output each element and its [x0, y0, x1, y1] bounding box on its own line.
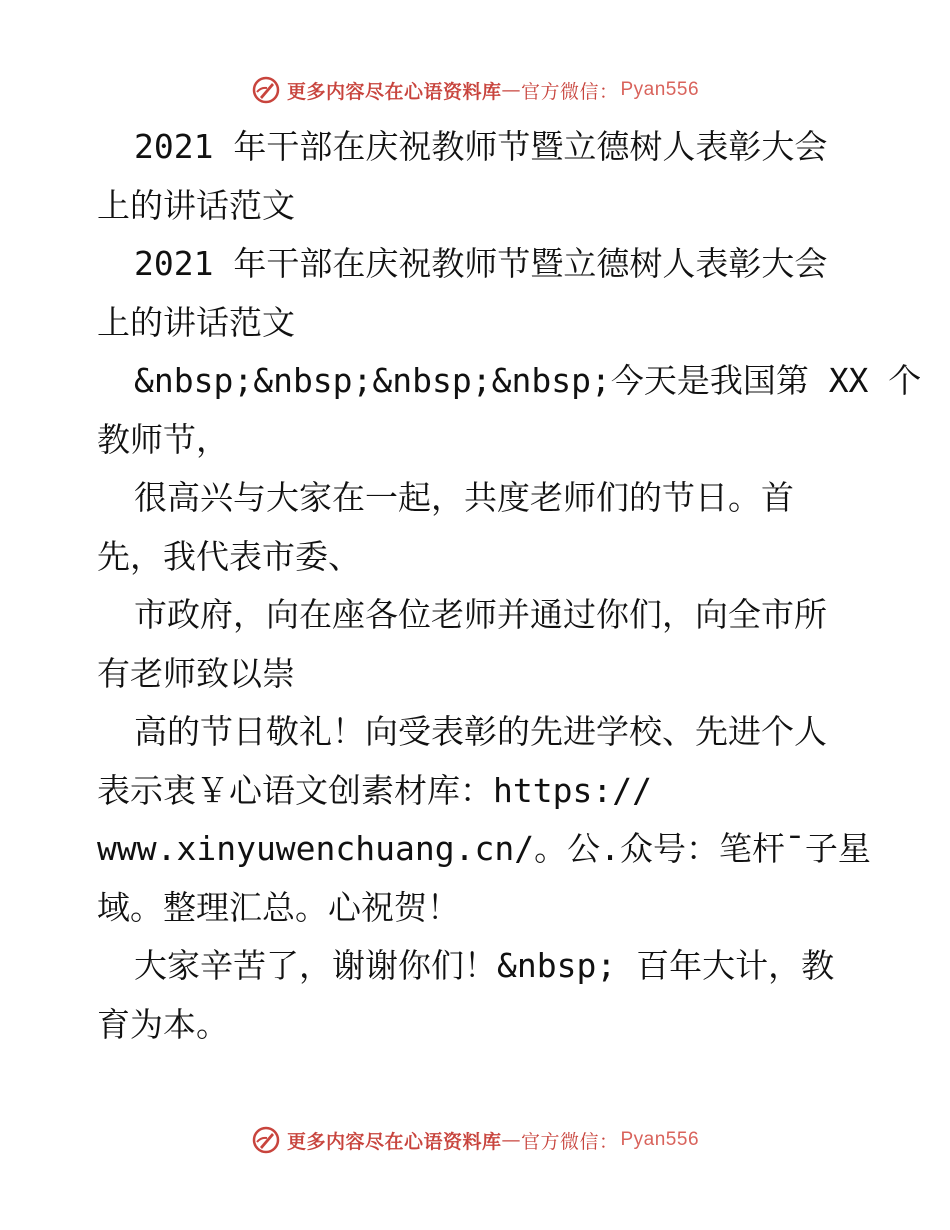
- text-line: 有老师致以崇: [97, 653, 295, 693]
- text-line: 域。整理汇总。心祝贺！: [97, 887, 460, 927]
- text-line: 很高兴与大家在一起，共度老师们的节日。首: [134, 478, 794, 517]
- text-line: 上的讲话范文: [97, 185, 295, 225]
- footer-watermark-banner: [0, 1120, 950, 1160]
- banner-wechat-id: Pyan556: [620, 79, 700, 100]
- banner-wechat-label: 官方微信：: [520, 80, 619, 103]
- text-line: 市政府，向在座各位老师并通过你们，向全市所: [134, 595, 827, 634]
- text-line: 育为本。: [97, 1004, 229, 1044]
- quill-pen-logo-icon: [251, 75, 281, 105]
- banner-brand-text: 更多内容尽在心语资料库: [286, 1130, 502, 1153]
- banner-separator: —: [501, 1129, 521, 1151]
- header-watermark-banner: [0, 70, 950, 110]
- text-line: 大家辛苦了，谢谢你们！&nbsp; 百年大计，教: [134, 946, 835, 985]
- banner-wechat-label: 官方微信：: [520, 1130, 619, 1153]
- text-line: 表示衷￥心语文创素材库：https://: [97, 770, 652, 810]
- text-line: &nbsp;&nbsp;&nbsp;&nbsp;今天是我国第 XX 个: [134, 361, 922, 400]
- banner-separator: —: [501, 79, 521, 101]
- speech-body-text: [97, 118, 922, 1054]
- text-line: 教师节，: [97, 419, 229, 459]
- text-line: www.xinyuwenchuang.cn/。公.众号：笔杆¯子星: [97, 829, 871, 868]
- banner-wechat-id: Pyan556: [620, 1129, 700, 1150]
- quill-pen-logo-icon: [251, 1125, 281, 1155]
- text-line: 高的节日敬礼！向受表彰的先进学校、先进个人: [134, 712, 827, 751]
- text-line: 先，我代表市委、: [97, 536, 361, 576]
- text-line: 2021 年干部在庆祝教师节暨立德树人表彰大会: [134, 244, 828, 283]
- text-line: 上的讲话范文: [97, 302, 295, 342]
- text-line: 2021 年干部在庆祝教师节暨立德树人表彰大会: [134, 127, 828, 166]
- banner-brand-text: 更多内容尽在心语资料库: [286, 80, 502, 103]
